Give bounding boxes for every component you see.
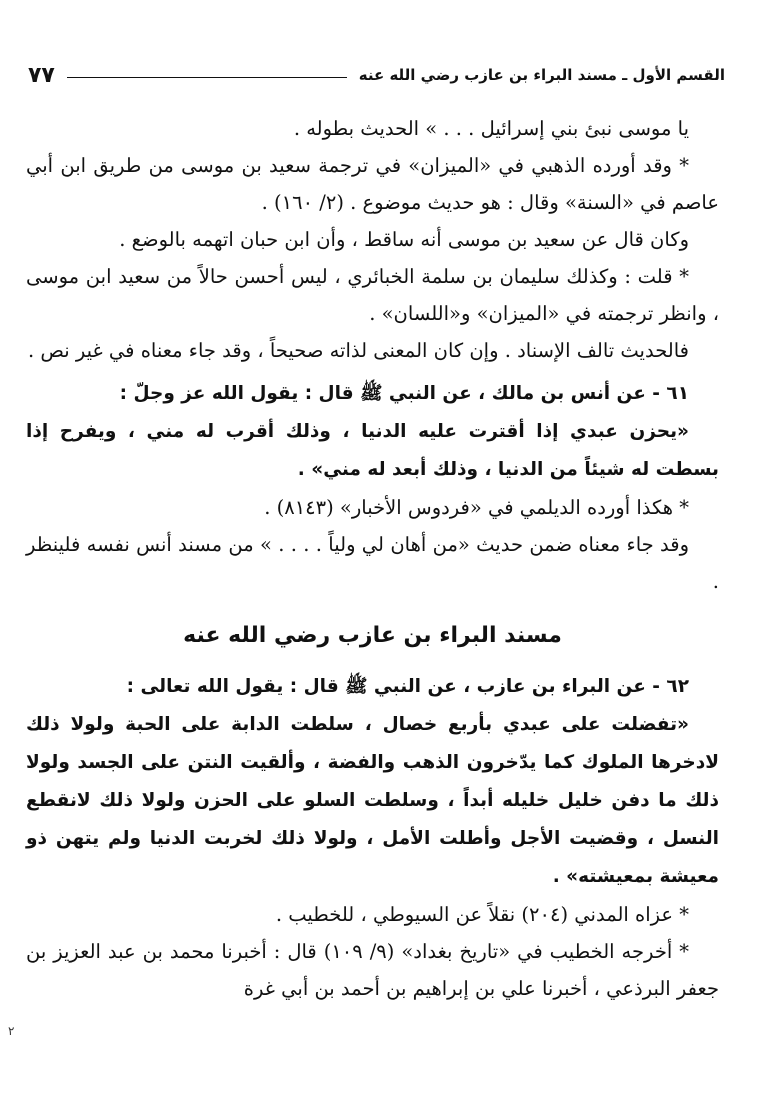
paragraph-9: * أخرجه الخطيب في «تاريخ بغداد» (٩/ ١٠٩) قال : أخبرنا محمد بن عبد العزيز بن جعفر البرذعي ، أخبرنا علي بن إبراهيم بن أحمد بن أبي غرة [26, 940, 719, 1000]
page-body [26, 110, 719, 1007]
margin-mark: ٢ [8, 1024, 15, 1038]
page-number: ٧٧ [28, 62, 55, 88]
paragraph-5: فالحديث تالف الإسناد . وإن كان المعنى لذاته صحيحاً ، وقد جاء معناه في غير نص . [27, 339, 689, 362]
paragraph-2: * وقد أورده الذهبي في «الميزان» في ترجمة سعيد بن موسى من طريق ابن أبي عاصم في «السنة» وقال : هو حديث موضوع . (٢/ ١٦٠) . [26, 154, 719, 214]
paragraph-6: * هكذا أورده الديلمي في «فردوس الأخبار» (٨١٤٣) . [264, 496, 689, 519]
hadith-62-text: «تفضلت على عبدي بأربع خصال ، سلطت الدابة على الحبة ولولا ذلك لادخرها الملوك كما يدّخرون الذهب والفضة ، وألقيت النتن على الجسد ولولا ذلك ما دفن خليل خليله أبداً ، وسلطت السلو على الحزن ولولا ذلك لانقطع النسل ، وقضيت الأجل وأطلت الأمل ، ولولا ذلك لخربت الدنيا ولم يتهن ذو معيشة بمعيشته» . [26, 714, 719, 887]
hadith-61-text: «يحزن عبدي إذا أقترت عليه الدنيا ، وذلك أقرب له مني ، ويفرح إذا بسطت له شيئاً من الدنيا ، وذلك أبعد له مني» . [26, 421, 719, 480]
paragraph-1: يا موسى نبئ بني إسرائيل . . . » الحديث بطوله . [293, 117, 689, 140]
section-heading: مسند البراء بن عازب رضي الله عنه [183, 623, 562, 648]
paragraph-7: وقد جاء معناه ضمن حديث «من أهان لي ولياً . . . . » من مسند أنس نفسه فلينظر . [26, 533, 719, 593]
header-rule [67, 77, 347, 78]
header-title: القسم الأول ـ مسند البراء بن عازب رضي الله عنه [358, 66, 725, 84]
hadith-61-intro: ٦١ - عن أنس بن مالك ، عن النبي ﷺ قال : يقول الله عز وجلّ : [119, 383, 689, 404]
hadith-62-intro: ٦٢ - عن البراء بن عازب ، عن النبي ﷺ قال : يقول الله تعالى : [126, 676, 689, 697]
paragraph-8: * عزاه المدني (٢٠٤) نقلاً عن السيوطي ، للخطيب . [275, 903, 689, 926]
running-header [28, 58, 725, 92]
paragraph-3: وكان قال عن سعيد بن موسى أنه ساقط ، وأن ابن حبان اتهمه بالوضع . [119, 228, 689, 251]
paragraph-4: * قلت : وكذلك سليمان بن سلمة الخبائري ، ليس أحسن حالاً من سعيد ابن موسى ، وانظر ترجمته في «الميزان» و«اللسان» . [26, 265, 719, 325]
